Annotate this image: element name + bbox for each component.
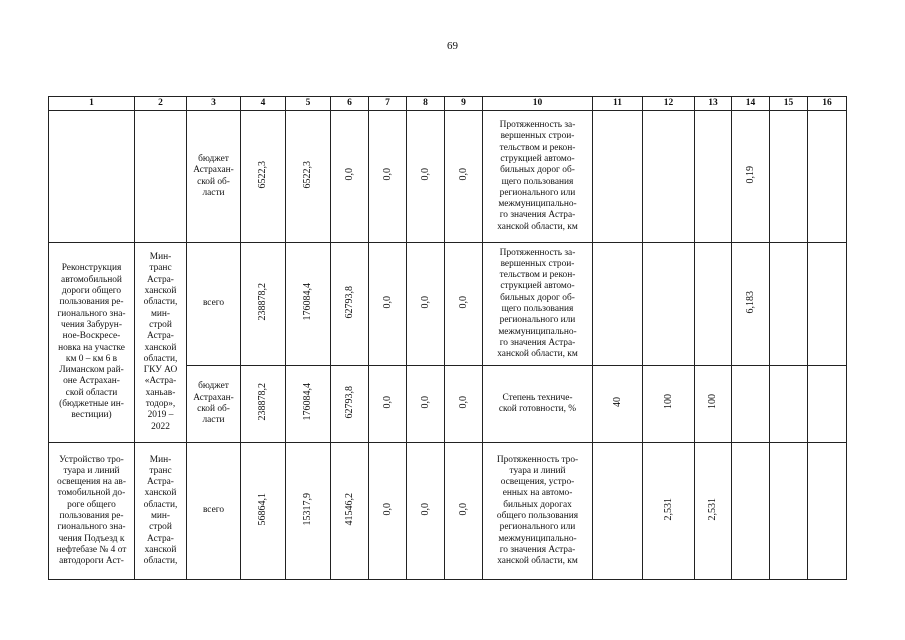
header-cell: 9	[445, 97, 483, 111]
indicator-cell: Протяженность за- вершенных строи- тельством и рекон- струкцией автомо- бильных дорог об- щего пользования регионального или межмуниципально- го значения Астра- ханской области, км	[483, 243, 593, 366]
responsible-cell: Мин- транс Астра- ханской области, мин- строй Астра- ханской области,	[135, 443, 187, 580]
header-cell: 8	[407, 97, 445, 111]
year-amount-cell	[369, 443, 407, 580]
indicator-value-cell	[695, 366, 732, 443]
indicator-cell: Степень техниче- ской готовности, %	[483, 366, 593, 443]
program-table	[48, 96, 847, 580]
header-row	[49, 97, 847, 111]
year-amount-value: 0,0	[457, 502, 469, 516]
cell-empty	[593, 443, 643, 580]
header-cell: 11	[593, 97, 643, 111]
total-amount-cell	[241, 243, 286, 366]
year-amount-cell	[369, 111, 407, 243]
indicator-cell: Протяженность тро- туара и линий освещения, устро- енных на автомо- бильных дорогах общего пользования регионального или межмуниципально- го значения Астра- ханской области, км	[483, 443, 593, 580]
funding-source-cell: бюджет Астрахан- ской об- ласти	[187, 366, 241, 443]
indicator-value: 40	[611, 396, 623, 407]
year-amount-value: 15317,9	[302, 492, 314, 526]
header-cell: 12	[643, 97, 695, 111]
header-cell: 7	[369, 97, 407, 111]
cell-empty	[593, 243, 643, 366]
year-amount-value: 0,0	[419, 168, 431, 181]
project-name-cell: Устройство тро- туара и линий освещения на ав- томобильной до- роге общего пользования ре- гионального зна- чения Подъезд к нефтебазе № 4 от автодороги Аст-	[49, 443, 135, 580]
header-cell: 1	[49, 97, 135, 111]
cell-empty	[643, 111, 695, 243]
cell-empty	[593, 111, 643, 243]
cell-empty	[135, 111, 187, 243]
cell-empty	[770, 111, 808, 243]
year-amount-value: 62793,8	[343, 285, 355, 319]
total-amount-value: 238878,2	[257, 383, 269, 421]
page-number: 69	[447, 40, 458, 52]
year-amount-value: 176084,4	[302, 283, 314, 321]
year-amount-cell	[369, 243, 407, 366]
cell-empty	[770, 443, 808, 580]
year-amount-value: 0,0	[419, 395, 431, 409]
cell-empty	[770, 243, 808, 366]
header-cell: 16	[808, 97, 847, 111]
year-amount-value: 6522,3	[302, 160, 314, 189]
table-row	[49, 443, 847, 580]
total-amount-value: 6522,3	[257, 160, 269, 189]
total-amount-cell	[241, 111, 286, 243]
header-cell: 13	[695, 97, 732, 111]
responsible-cell: Мин- транс Астра- ханской области, мин- строй Астра- ханской области, ГКУ АО «Астра- ханьав- тодор», 2019 – 2022	[135, 243, 187, 443]
year-amount-value: 0,0	[381, 502, 393, 516]
cell-empty	[808, 111, 847, 243]
funding-source-cell: всего	[187, 243, 241, 366]
total-amount-value: 56864,1	[257, 492, 269, 526]
indicator-value: 100	[707, 394, 719, 410]
total-amount-cell	[241, 366, 286, 443]
header-cell: 10	[483, 97, 593, 111]
table-row	[49, 243, 847, 366]
indicator-value-cell	[732, 243, 770, 366]
year-amount-cell	[331, 111, 369, 243]
indicator-cell: Протяженность за- вершенных строи- тельством и рекон- струкцией автомо- бильных дорог об- щего пользования регионального или межмуниципально- го значения Астра- ханской области, км	[483, 111, 593, 243]
year-amount-value: 0,0	[457, 295, 469, 309]
year-amount-cell	[407, 366, 445, 443]
cell-empty	[732, 366, 770, 443]
year-amount-cell	[286, 366, 331, 443]
indicator-value: 2,531	[662, 497, 674, 521]
cell-empty	[695, 243, 732, 366]
cell-empty	[695, 111, 732, 243]
year-amount-cell	[407, 443, 445, 580]
year-amount-value: 62793,8	[343, 385, 355, 419]
year-amount-value: 0,0	[343, 168, 355, 181]
indicator-value: 6,183	[744, 290, 756, 314]
total-amount-cell	[241, 443, 286, 580]
project-name-cell: Реконструкция автомобильной дороги общего пользования ре- гионального зна- чения Забурун- ное-Воскресе- новка на участке км 0 – км 6 в Лиманском рай- оне Астрахан- ской области (бюджетные ин- вестиции)	[49, 243, 135, 443]
year-amount-cell	[331, 243, 369, 366]
header-cell: 3	[187, 97, 241, 111]
indicator-value-cell	[593, 366, 643, 443]
year-amount-value: 0,0	[419, 502, 431, 516]
year-amount-cell	[445, 111, 483, 243]
indicator-value: 100	[662, 394, 674, 410]
year-amount-value: 0,0	[457, 395, 469, 409]
year-amount-cell	[331, 366, 369, 443]
funding-source-cell: бюджет Астрахан- ской об- ласти	[187, 111, 241, 243]
total-amount-value: 238878,2	[257, 283, 269, 321]
year-amount-cell	[369, 366, 407, 443]
year-amount-cell	[407, 243, 445, 366]
cell-empty	[808, 243, 847, 366]
funding-source-cell: всего	[187, 443, 241, 580]
year-amount-value: 0,0	[457, 168, 469, 181]
header-cell: 15	[770, 97, 808, 111]
cell-empty	[643, 243, 695, 366]
year-amount-value: 176084,4	[302, 383, 314, 421]
indicator-value-cell	[643, 366, 695, 443]
year-amount-cell	[331, 443, 369, 580]
cell-empty	[49, 111, 135, 243]
indicator-value-cell	[643, 443, 695, 580]
header-cell: 4	[241, 97, 286, 111]
year-amount-cell	[445, 366, 483, 443]
year-amount-value: 0,0	[381, 168, 393, 181]
year-amount-value: 41546,2	[343, 492, 355, 526]
year-amount-cell	[286, 243, 331, 366]
year-amount-value: 0,0	[381, 395, 393, 409]
year-amount-cell	[407, 111, 445, 243]
table-row	[49, 111, 847, 243]
header-cell: 14	[732, 97, 770, 111]
year-amount-cell	[445, 443, 483, 580]
cell-empty	[732, 443, 770, 580]
cell-empty	[770, 366, 808, 443]
header-cell: 5	[286, 97, 331, 111]
indicator-value: 2,531	[707, 497, 719, 521]
cell-empty	[808, 366, 847, 443]
year-amount-value: 0,0	[381, 295, 393, 309]
indicator-value-cell	[695, 443, 732, 580]
year-amount-cell	[445, 243, 483, 366]
year-amount-cell	[286, 111, 331, 243]
header-cell: 2	[135, 97, 187, 111]
cell-empty	[808, 443, 847, 580]
header-cell: 6	[331, 97, 369, 111]
year-amount-value: 0,0	[419, 295, 431, 309]
indicator-value-cell	[732, 111, 770, 243]
year-amount-cell	[286, 443, 331, 580]
indicator-value: 0,19	[744, 165, 756, 184]
